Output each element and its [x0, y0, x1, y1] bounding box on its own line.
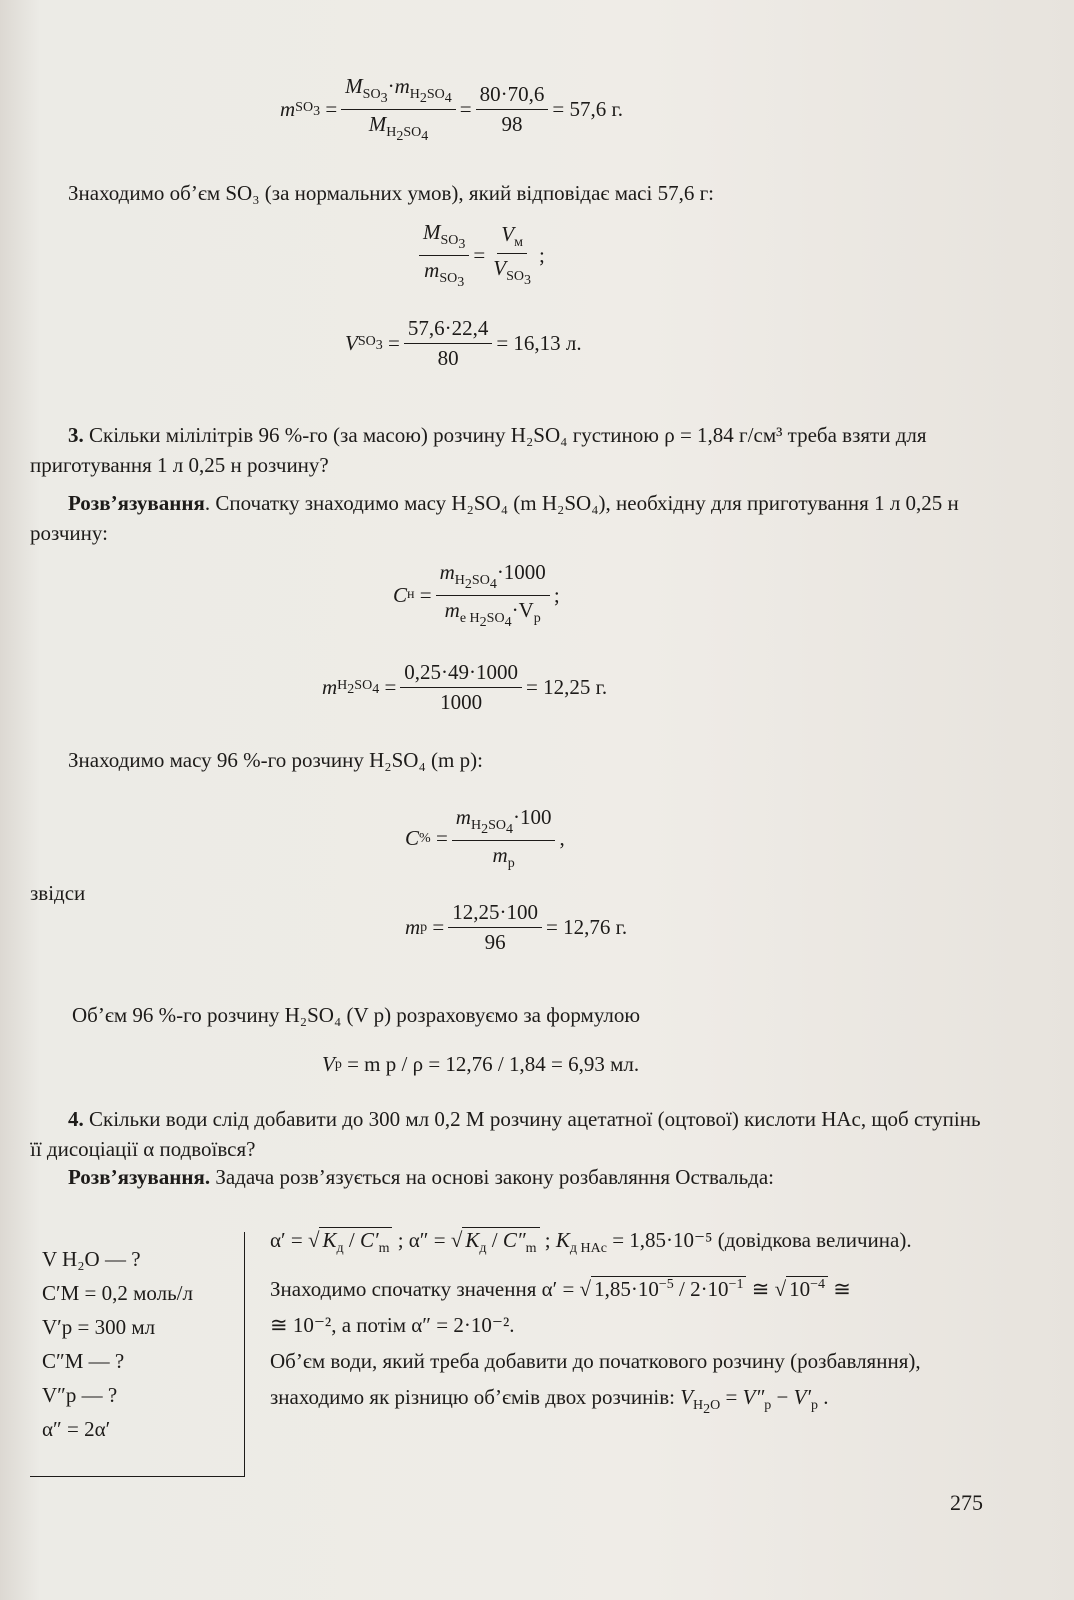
eq1-den-value: 98: [501, 111, 523, 136]
eq6-end: ,: [559, 826, 565, 851]
sol4-line4-text: Об’єм води, який треба добавити до початкового розчину (розбавляння), знаходимо як різницю об’ємів двох розчинів:: [270, 1349, 921, 1410]
given-row-1: C′M = 0,2 моль/л: [42, 1281, 193, 1305]
given-row-0: V H₂O — ?: [42, 1247, 141, 1271]
eq7-result: = 12,76 г.: [546, 915, 628, 939]
sol4-line1: α′ = √ $K_д / C'_m$ ; α″ = √ $K_д / C''_m$ ; $K_{д HAc} = 1,85\cdot 10^{-5}$ (довідкова величина).: [270, 1228, 912, 1257]
eq4-num-tail: ·1000: [496, 560, 546, 584]
paragraph-find-mass-solution: Знаходимо масу 96 %-го розчину H₂SO₄ (m р):: [68, 748, 483, 772]
eq7-den: 96: [484, 930, 506, 954]
sol4-line2-start: Знаходимо спочатку значення: [270, 1277, 537, 1302]
sol4-line3: ≅ 10⁻², а потім α″ = 2·10⁻².: [270, 1313, 515, 1338]
problem-4-text: Скільки води слід добавити до 300 мл 0,2 M розчину ацетатної (оцтової) кислоти HAc, щоб ступінь її дисоціації α подвоївся?: [30, 1107, 981, 1161]
equation-normality: C н = $\frac{m_{H_2SO_4}\cdot 1000}{m_{е H_2SO_4}\cdot V_р}$ ;: [393, 560, 560, 630]
solution-4-label: Розв’язування.: [68, 1165, 211, 1189]
eq5-den: 1000: [440, 690, 483, 714]
word-zvidsy: звідси: [30, 881, 86, 905]
solution-4-column: [270, 1222, 1000, 1428]
eq5-result: = 12,25 г.: [526, 675, 608, 699]
eq8-text: = m р / ρ = 12,76 / 1,84 = 6,93 мл.: [347, 1052, 640, 1076]
given-row-2: V′р = 300 мл: [42, 1315, 156, 1339]
eq4-end: ;: [553, 582, 560, 607]
eq1-result: = 57,6 г.: [552, 96, 623, 121]
equation-percent: C % = $\frac{m_{H_2SO_4}\cdot 100}{m_р}$ ,: [405, 805, 565, 872]
eq3-result: = 16,13 л.: [496, 331, 582, 355]
eq7-num: 12,25·100: [448, 900, 542, 928]
given-row-5: α″ = 2α′: [42, 1417, 111, 1441]
sol4-line1-tail: = 1,85·10⁻⁵ (довідкова величина).: [612, 1228, 912, 1252]
equation-ratio-so3: $\frac{M_{SO_3}}{m_{SO_3}}$ = $\frac{V_м}{V_{SO_3}}$ ;: [415, 220, 545, 291]
given-box: [30, 1232, 245, 1477]
paragraph-volume-formula: Об’єм 96 %-го розчину H₂SO₄ (V р) розраховуємо за формулою: [72, 1003, 641, 1027]
problem-3-text: Скільки мілілітрів 96 %-го (за масою) розчину H₂SO₄ густиною ρ = 1,84 г/см³ треба взяти для приготування 1 л 0,25 н розчину?: [30, 423, 927, 477]
sol4-line4: Об’єм води, який треба добавити до початкового розчину (розбавляння), знаходимо як різницю об’ємів двох розчинів: $V_{H_2O} = V''_р - V'_р$ .: [270, 1349, 921, 1418]
eq4-den-tail: ·V: [511, 597, 534, 622]
given-row-3: C″M — ?: [42, 1349, 125, 1373]
solution-3-label: Розв’язування: [68, 491, 205, 515]
eq3-den: 80: [437, 346, 459, 370]
solution-3-text: . Спочатку знаходимо масу H₂SO₄ (m H₂SO₄), необхідну для приготування 1 л 0,25 н розчину:: [30, 491, 959, 545]
problem-3-number: 3.: [68, 423, 84, 447]
equation-mass-solution: m р = $\frac{12,25\cdot 100}{96}$ = 12,76 г.: [405, 900, 628, 954]
solution-3-intro: [30, 488, 990, 548]
eq5-num: 0,25·49·1000: [400, 660, 522, 688]
eq6-num-tail: ·100: [512, 805, 552, 829]
sol4-line2: Знаходимо спочатку значення α′ = √ $1,85\cdot 10^{-5} / 2\cdot 10^{-1}$ ≅ √ $10^{-4}$ ≅: [270, 1277, 851, 1302]
eq1-num-value: 80·70,6: [476, 82, 549, 110]
equation-volume-solution: V р = m р / ρ = 12,76 / 1,84 = 6,93 мл.: [322, 1052, 640, 1076]
solution-4-text: Задача розв’язується на основі закону розбавляння Оствальда:: [210, 1165, 774, 1189]
problem-4: [30, 1104, 990, 1164]
eq2-end: ;: [538, 242, 545, 267]
problem-3: [30, 420, 990, 480]
page-number: 275: [950, 1490, 983, 1515]
problem-4-number: 4.: [68, 1107, 84, 1131]
equation-mass-so3: m $SO_3$ = $\frac{M_{SO_3}\cdot m_{H_2SO_4}}{M_{H_2SO_4}}$ = $\frac{80\cdot 70,6}{98}$ = 57,6 г.: [280, 74, 623, 144]
equation-volume-so3: V $SO_3$ = $\frac{57,6\cdot 22,4}{80}$ = 16,13 л.: [345, 316, 582, 370]
equation-mass-h2so4: m $H_2SO_4$ = $\frac{0,25\cdot 49\cdot 1000}{1000}$ = 12,25 г.: [322, 660, 608, 714]
paragraph-find-volume-so3: Знаходимо об’єм SO₃ (за нормальних умов), який відповідає масі 57,6 г:: [68, 181, 715, 205]
eq3-num: 57,6·22,4: [404, 316, 493, 344]
solution-4-intro: [30, 1162, 990, 1192]
given-row-4: V″р — ?: [42, 1383, 118, 1407]
